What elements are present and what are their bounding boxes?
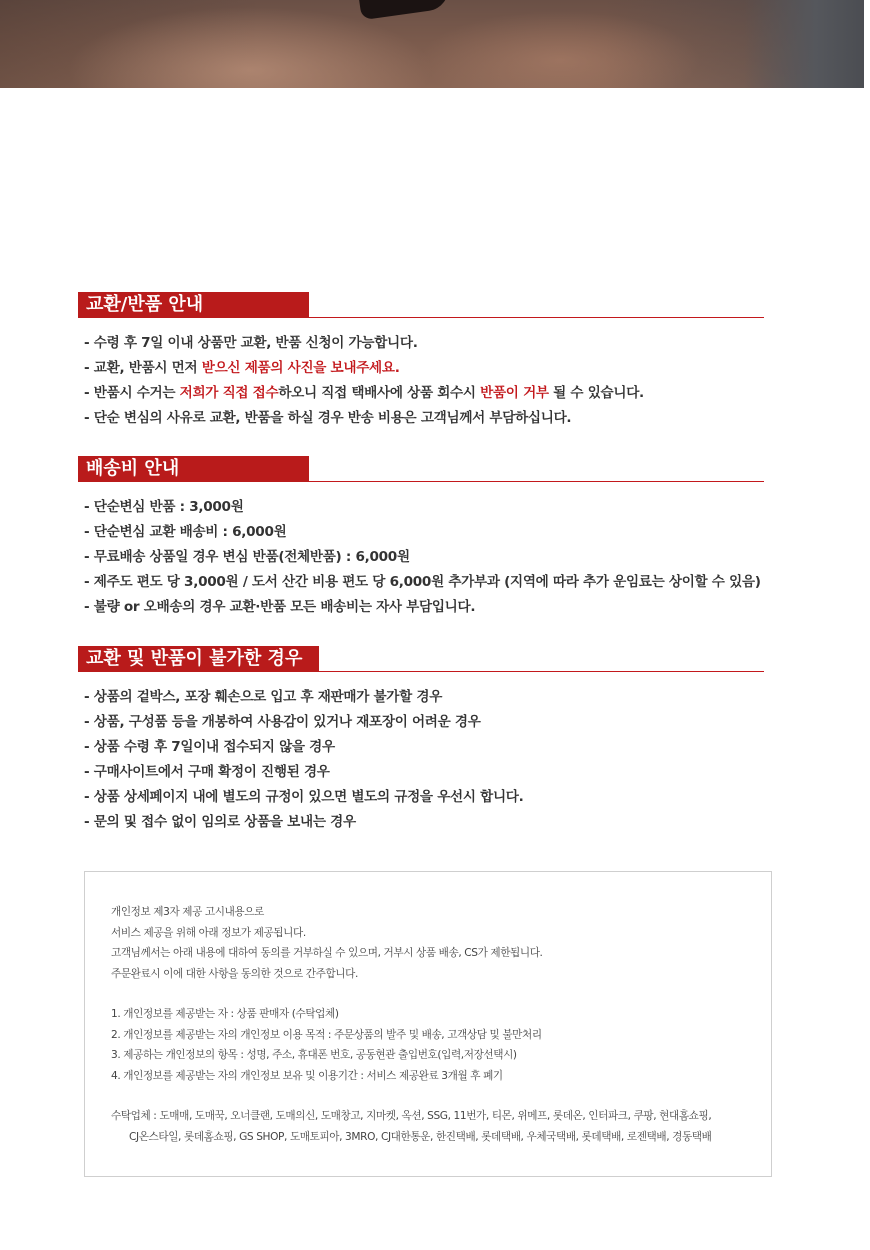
list-item (84, 406, 764, 431)
section-header (78, 456, 764, 482)
list-item: - 제주도 편도 당 3,000원 / 도서 산간 비용 편도 당 6,000원 추가부과 (지역에 따라 추가 운임료는 상이할 수 있음) (84, 574, 761, 590)
highlight-text: 받으신 제품의 사진을 보내주세요. (201, 360, 400, 376)
notice-intro-line: 고객님께서는 아래 내용에 대하여 동의를 거부하실 수 있으며, 거부시 상품 배송, CS가 제한됩니다. (111, 947, 543, 959)
list-item: - 상품 수령 후 7일이내 접수되지 않을 경우 (84, 739, 335, 755)
shipping-fee-list (78, 495, 764, 620)
item-text: 될 수 있습니다. (548, 385, 644, 401)
notice-term-line: 2. 개인정보를 제공받는 자의 개인정보 이용 목적 : 주문상품의 발주 및 배송, 고객상담 및 불만처리 (111, 1028, 542, 1041)
notice-trustees-line: 수탁업체 : 도매매, 도매꾹, 오너클랜, 도매의신, 도매창고, 지마켓, 옥션, SSG, 11번가, 티몬, 위메프, 롯데온, 인터파크, 쿠팡, 현대홈쇼핑, (111, 1110, 712, 1122)
list-item: - 무료배송 상품일 경우 변심 반품(전체반품) : 6,000원 (84, 549, 410, 565)
exchange-return-list (78, 331, 764, 431)
notice-intro-line: 서비스 제공을 위해 아래 정보가 제공됩니다. (111, 926, 306, 939)
notice-intro-line: 개인정보 제3자 제공 고시내용으로 (111, 906, 264, 918)
section-title: 교환 및 반품이 불가한 경우 (78, 646, 319, 672)
notice-term-line: 1. 개인정보를 제공받는 자 : 상품 판매자 (수탁업체) (111, 1008, 339, 1020)
section-title: 배송비 안내 (78, 456, 309, 482)
item-text: - 반품시 수거는 (84, 385, 180, 401)
section-title: 교환/반품 안내 (78, 292, 309, 318)
shipping-fee-section (78, 456, 764, 620)
highlight-text: 반품이 거부 (480, 385, 549, 401)
list-item: - 문의 및 접수 없이 임의로 상품을 보내는 경우 (84, 814, 356, 830)
exchange-impossible-section (78, 646, 764, 835)
section-header (78, 292, 764, 318)
highlight-text: 저희가 직접 접수 (179, 385, 279, 401)
hero-photo-skin (0, 0, 864, 88)
list-item (84, 356, 764, 381)
list-item: - 상품의 겉박스, 포장 훼손으로 입고 후 재판매가 불가할 경우 (84, 689, 443, 705)
item-text: - 단순 변심의 사유로 교환, 반품을 하실 경우 반송 비용은 고객님께서 부담하십니다. (84, 410, 572, 426)
spacer (111, 984, 771, 1004)
hero-photo-background (744, 0, 864, 88)
list-item (84, 331, 764, 356)
exchange-return-section (78, 292, 764, 431)
notice-term-line: 3. 제공하는 개인정보의 항목 : 성명, 주소, 휴대폰 번호, 공동현관 출입번호(입력,저장선택시) (111, 1049, 517, 1061)
list-item: - 단순변심 교환 배송비 : 6,000원 (84, 524, 287, 540)
list-item: - 상품 상세페이지 내에 별도의 규정이 있으면 별도의 규정을 우선시 합니다. (84, 789, 524, 805)
section-header (78, 646, 764, 672)
item-text: - 수령 후 7일 이내 상품만 교환, 반품 신청이 가능합니다. (84, 335, 418, 351)
list-item (84, 381, 764, 406)
spacer (111, 1086, 771, 1106)
list-item: - 단순변심 반품 : 3,000원 (84, 499, 244, 515)
notice-term-line: 4. 개인정보를 제공받는 자의 개인정보 보유 및 이용기간 : 서비스 제공완료 3개월 후 폐기 (111, 1069, 503, 1082)
item-text: - 교환, 반품시 먼저 (84, 360, 202, 376)
notice-intro-line: 주문완료시 이에 대한 사항을 동의한 것으로 간주합니다. (111, 967, 358, 980)
hero-photo (0, 0, 864, 88)
privacy-notice-box (84, 871, 772, 1177)
list-item: - 불량 or 오배송의 경우 교환·반품 모든 배송비는 자사 부담입니다. (84, 599, 476, 615)
exchange-impossible-list (78, 685, 764, 835)
item-text: 하오니 직접 택배사에 상품 회수시 (278, 385, 481, 401)
notice-trustees-line: CJ온스타일, 롯데홈쇼핑, GS SHOP, 도매토피아, 3MRO, CJ대한통운, 한진택배, 롯데택배, 우체국택배, 롯데택배, 로젠택배, 경동택배 (129, 1130, 712, 1143)
list-item: - 상품, 구성품 등을 개봉하여 사용감이 있거나 재포장이 어려운 경우 (84, 714, 481, 730)
list-item: - 구매사이트에서 구매 확정이 진행된 경우 (84, 764, 330, 780)
